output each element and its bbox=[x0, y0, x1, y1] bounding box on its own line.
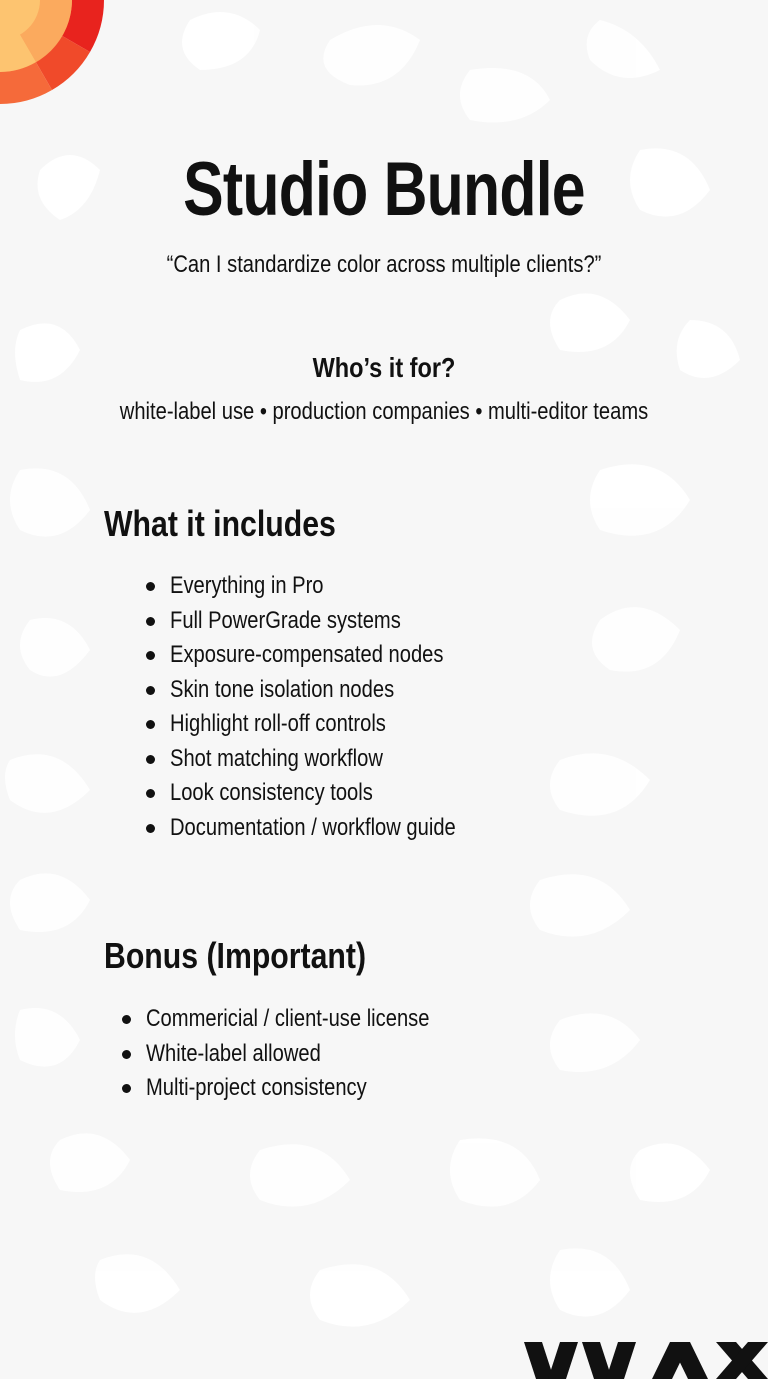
brand-wordmark-icon bbox=[520, 1340, 768, 1379]
list-item-label: Exposure-compensated nodes bbox=[170, 641, 444, 668]
list-item bbox=[146, 776, 626, 811]
bullet-icon bbox=[146, 720, 155, 729]
list-item bbox=[122, 1002, 602, 1037]
bullet-icon bbox=[146, 824, 155, 833]
color-wheel-logo bbox=[0, 0, 104, 104]
list-item-label: Everything in Pro bbox=[170, 572, 324, 599]
list-item-label: Full PowerGrade systems bbox=[170, 606, 401, 634]
bonus-heading: Bonus (Important) bbox=[104, 935, 367, 976]
list-item-label: Look consistency tools bbox=[170, 779, 373, 806]
bonus-list bbox=[122, 1002, 602, 1106]
bullet-icon bbox=[146, 617, 155, 626]
list-item bbox=[146, 638, 626, 673]
who-heading: Who’s it for? bbox=[312, 352, 456, 383]
list-item-label: Shot matching workflow bbox=[170, 744, 383, 772]
list-item bbox=[146, 569, 626, 604]
list-item bbox=[146, 673, 626, 708]
audience-list: white-label use • production companies • multi-editor teams bbox=[119, 398, 649, 425]
includes-heading: What it includes bbox=[104, 503, 336, 544]
list-item bbox=[146, 811, 626, 846]
list-item-label: Commericial / client-use license bbox=[146, 1005, 430, 1032]
list-item-label: Highlight roll-off controls bbox=[170, 710, 386, 737]
list-item bbox=[146, 707, 626, 742]
bullet-icon bbox=[122, 1050, 131, 1059]
bullet-icon bbox=[146, 651, 155, 660]
page-title: Studio Bundle bbox=[183, 147, 585, 232]
includes-list bbox=[146, 569, 626, 845]
list-item bbox=[122, 1037, 602, 1072]
list-item-label: Multi-project consistency bbox=[146, 1074, 367, 1101]
list-item-label: Skin tone isolation nodes bbox=[170, 675, 395, 703]
list-item-label: White-label allowed bbox=[146, 1039, 321, 1067]
bullet-icon bbox=[146, 686, 155, 695]
bullet-icon bbox=[146, 755, 155, 764]
bullet-icon bbox=[122, 1015, 131, 1024]
bullet-icon bbox=[122, 1084, 131, 1093]
subtitle-quote: “Can I standardize color across multiple clients?” bbox=[166, 251, 602, 278]
list-item bbox=[122, 1071, 602, 1106]
list-item bbox=[146, 742, 626, 777]
bullet-icon bbox=[146, 582, 155, 591]
list-item-label: Documentation / workflow guide bbox=[170, 813, 456, 841]
bullet-icon bbox=[146, 789, 155, 798]
list-item bbox=[146, 604, 626, 639]
